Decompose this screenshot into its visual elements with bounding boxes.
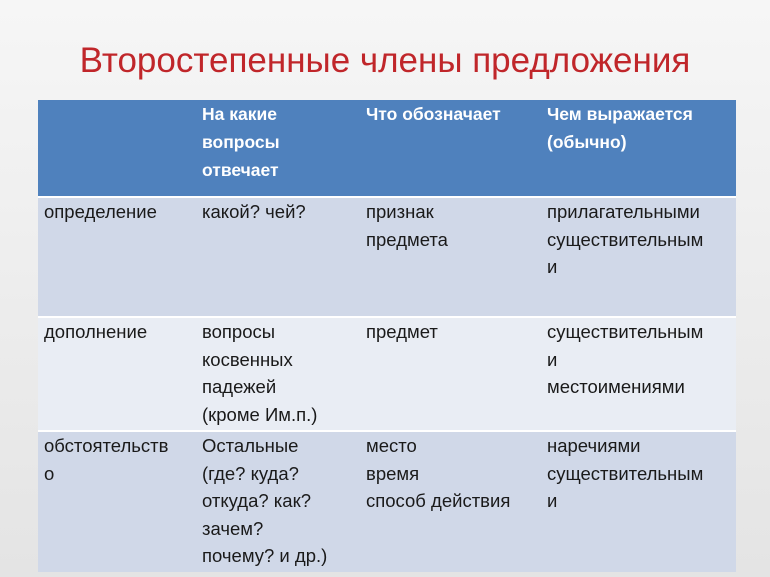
- header-empty-cell: [38, 100, 196, 197]
- row-expressed-by: наречиями существительным и: [541, 431, 736, 572]
- table-row: [38, 197, 736, 317]
- header-expressed-by: Чем выражается (обычно): [541, 100, 736, 197]
- row-meaning: предмет: [360, 317, 541, 431]
- row-term: обстоятельств о: [38, 431, 196, 572]
- slide-title: Второстепенные члены предложения: [79, 41, 691, 80]
- row-expressed-by: прилагательными существительным и: [541, 197, 736, 317]
- header-questions: На какие вопросы отвечает: [196, 100, 360, 197]
- row-term: дополнение: [38, 317, 196, 431]
- members-table: [38, 100, 736, 572]
- row-expressed-by: существительным и местоимениями: [541, 317, 736, 431]
- table-row: [38, 317, 736, 431]
- row-questions: какой? чей?: [196, 197, 360, 317]
- row-questions: Остальные (где? куда? откуда? как? зачем? почему? и др.): [196, 431, 360, 572]
- row-meaning: место время способ действия: [360, 431, 541, 572]
- row-meaning: признак предмета: [360, 197, 541, 317]
- row-questions: вопросы косвенных падежей (кроме Им.п.): [196, 317, 360, 431]
- table-header-row: [38, 100, 736, 197]
- row-term: определение: [38, 197, 196, 317]
- table-row: [38, 431, 736, 572]
- header-meaning: Что обозначает: [360, 100, 541, 197]
